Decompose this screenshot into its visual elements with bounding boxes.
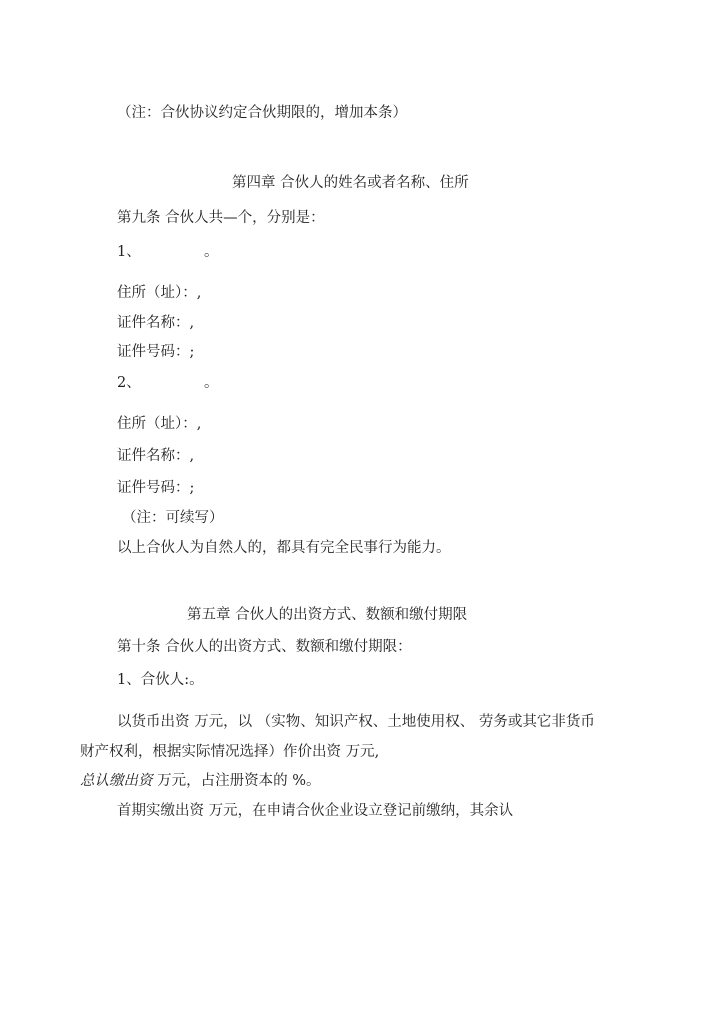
partner-1-id-name: 证件名称：,	[117, 315, 195, 331]
note-partnership-term: （注：合伙协议约定合伙期限的，增加本条）	[117, 105, 407, 121]
partner-2-id-name: 证件名称：,	[117, 448, 195, 464]
article-9: 第九条 合伙人共—个，分别是：	[117, 210, 325, 226]
note-may-continue: （注：可续写）	[122, 510, 224, 526]
first-payment-line: 首期实缴出资 万元，在申请合伙企业设立登记前缴纳，其余认	[117, 803, 514, 819]
capacity-statement: 以上合伙人为自然人的，都具有完全民事行为能力。	[117, 540, 451, 556]
partner-1-address: 住所（址）：,	[117, 285, 202, 301]
contribution-line-1: 以货币出资 万元，以 （实物、知识产权、土地使用权、 劳务或其它非货币	[117, 714, 595, 730]
partner-1-id-number: 证件号码：;	[117, 344, 195, 360]
chapter-4-title: 第四章 合伙人的姓名或者名称、住所	[232, 175, 469, 191]
total-subscribed-label: 总认缴出资	[80, 773, 153, 789]
partner-2-end-mark: 。	[204, 375, 219, 391]
partner-2-index: 2、	[117, 375, 141, 391]
article-10: 第十条 合伙人的出资方式、数额和缴付期限：	[117, 639, 412, 655]
partner-2-address: 住所（址）：,	[117, 416, 202, 432]
partner-1-index: 1、	[117, 244, 141, 260]
partner-1-end-mark: 。	[204, 244, 219, 260]
total-subscribed-rest: 万元，占注册资本的 %。	[152, 773, 321, 789]
partner-2-id-number: 证件号码：;	[117, 480, 195, 496]
chapter-5-title: 第五章 合伙人的出资方式、数额和缴付期限	[187, 607, 468, 623]
contribution-line-2: 财产权利，根据实际情况选择）作价出资 万元,	[80, 744, 380, 760]
total-subscribed-line	[80, 771, 321, 791]
partner-1-contribution-heading: 1、合伙人:。	[117, 672, 204, 688]
